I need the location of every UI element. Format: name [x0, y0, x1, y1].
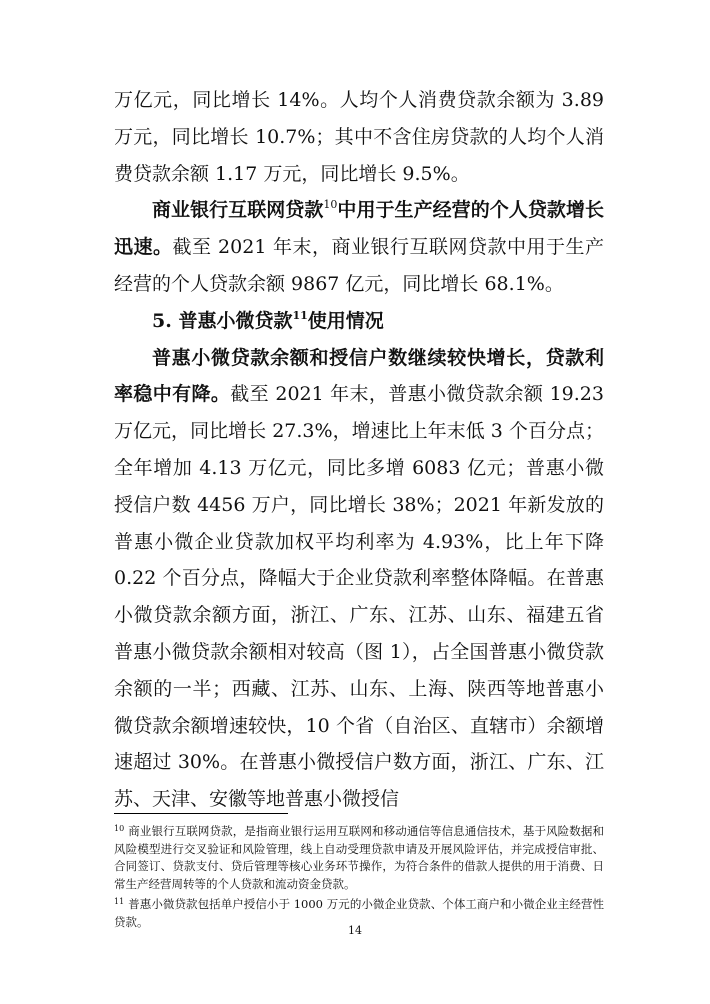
footnote-ref-11[interactable]: 11 — [292, 308, 308, 322]
footnote-11: $^{11}$ 普惠小微贷款包括单户授信小于 1000 万元的小微企业贷款、个体工商户和小微企业主经营性贷款。 — [114, 897, 604, 929]
footnote-divider — [114, 813, 288, 814]
section-heading-5: 5. 普惠小微贷款$^{11}$使用情况 — [152, 308, 384, 332]
paragraph-internet-loans — [114, 192, 604, 302]
inclusive-loans-lead: 普惠小微贷款余额和授信户数继续较快增长，贷款利率稳中有降。 — [114, 346, 604, 406]
footnote-ref-10[interactable]: 10 — [323, 198, 338, 212]
footnote-10: $^{10}$ 商业银行互联网贷款，是指商业银行运用互联网和移动通信等信息通信技术，基于风险数据和风险模型进行交叉验证和风险管理，线上自动受理贷款申请及开展风险评估，并完成授信审批、合同签订、贷款支付、贷后管理等核心业务环节操作，为符合条件的借款人提供的用于消费、日常生产经营周转等的个人贷款和流动资金贷款。 — [114, 824, 604, 891]
paragraph-inclusive-loans — [114, 340, 604, 818]
internet-loans-text: 截至 2021 年末，商业银行互联网贷款中用于生产经营的个人贷款余额 9867 亿元，同比增长 68.1%。 — [114, 236, 604, 295]
internet-loans-lead-2: 中用于生产经营的个人贷款增长迅速。 — [114, 199, 604, 259]
paragraph-consumer-loans: 万亿元，同比增长 14%。人均个人消费贷款余额为 3.89 万元，同比增长 10.7%；其中不含住房贷款的人均个人消费贷款余额 1.17 万元，同比增长 9.5%。 — [114, 89, 604, 185]
page-number: 14 — [348, 924, 362, 937]
footnotes — [114, 820, 604, 931]
internet-loans-lead: 商业银行互联网贷款 — [152, 199, 324, 222]
body-text — [114, 82, 604, 818]
inclusive-loans-text: 截至 2021 年末，普惠小微贷款余额 19.23 万亿元，同比增长 27.3%，增速比上年末低 3 个百分点；全年增加 4.13 万亿元，同比多增 6083 亿元；普惠小微授信户数 4456 万户，同比增长 38%；2021 年新发放的普惠小微企业贷款加权平均利率为 4.93%，比上年下降 0.22 个百分点，降幅大于企业贷款利率整体降幅。在普惠小微贷款余额方面，浙江、广东、江苏、山东、福建五省普惠小微贷款余额相对较高（图 1），占全国普惠小微贷款余额的一半；西藏、江苏、山东、上海、陕西等地普惠小微贷款余额增速较快，10 个省（自治区、直辖市）余额增速超过 30%。在普惠小微授信户数方面，浙江、广东、江苏、天津、安徽等地普惠小微授信 — [114, 383, 604, 811]
